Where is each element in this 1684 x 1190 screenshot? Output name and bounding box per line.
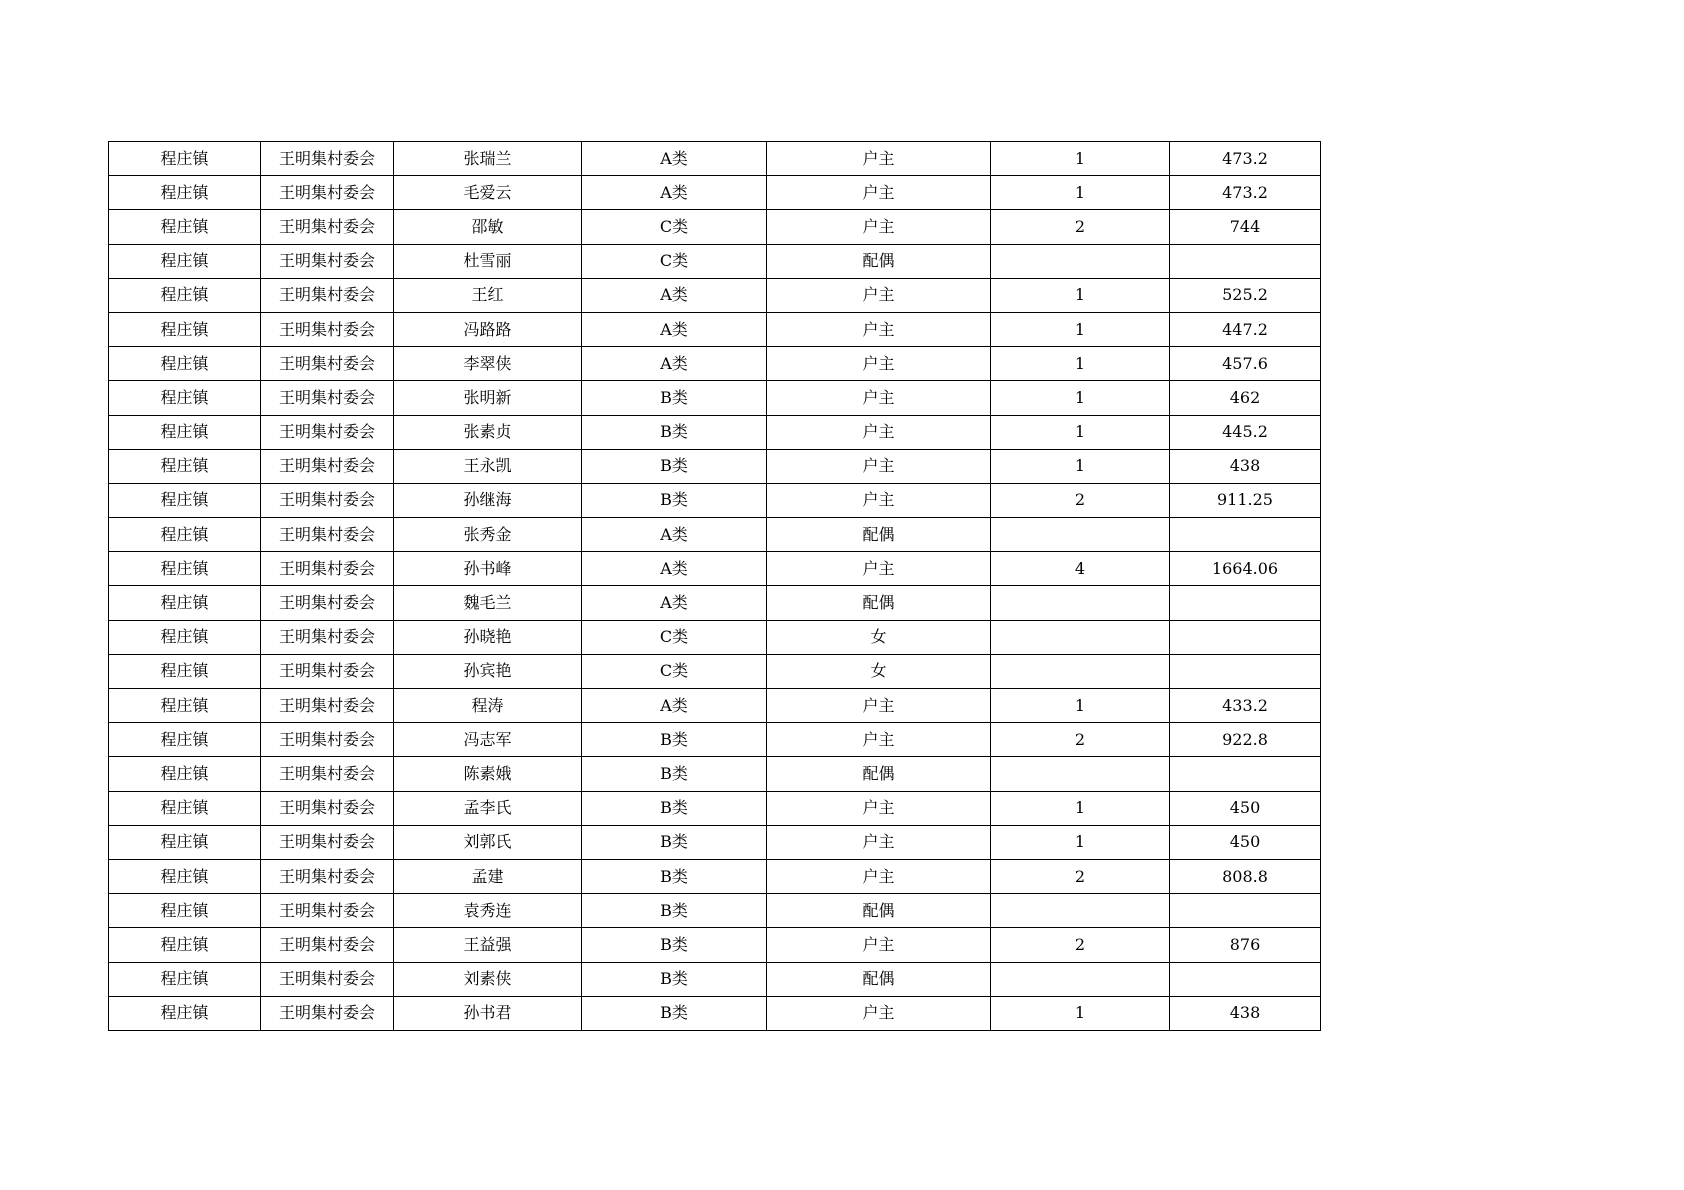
name-cell: 陈素娥 [394, 757, 582, 791]
name-cell: 张素贞 [394, 415, 582, 449]
amount-cell [1170, 654, 1321, 688]
amount-cell: 457.6 [1170, 347, 1321, 381]
name-cell: 刘郭氏 [394, 825, 582, 859]
name-cell: 孟建 [394, 859, 582, 893]
household-size-cell [991, 586, 1170, 620]
town-cell: 程庄镇 [109, 894, 261, 928]
relation-cell: 户主 [767, 825, 991, 859]
table-row [109, 518, 1321, 552]
household-size-cell: 2 [991, 928, 1170, 962]
name-cell: 张瑞兰 [394, 142, 582, 176]
household-size-cell [991, 894, 1170, 928]
name-cell: 张秀金 [394, 518, 582, 552]
village-committee-cell: 王明集村委会 [261, 244, 394, 278]
relation-cell: 户主 [767, 381, 991, 415]
relation-cell: 户主 [767, 996, 991, 1030]
table-row [109, 620, 1321, 654]
category-cell: C类 [582, 654, 767, 688]
name-cell: 李翠侠 [394, 347, 582, 381]
name-cell: 王益强 [394, 928, 582, 962]
amount-cell: 808.8 [1170, 859, 1321, 893]
relation-cell: 户主 [767, 347, 991, 381]
village-committee-cell: 王明集村委会 [261, 894, 394, 928]
table-row [109, 996, 1321, 1030]
category-cell: B类 [582, 723, 767, 757]
relation-cell: 配偶 [767, 518, 991, 552]
household-size-cell: 1 [991, 176, 1170, 210]
name-cell: 孟李氏 [394, 791, 582, 825]
relation-cell: 户主 [767, 312, 991, 346]
name-cell: 袁秀连 [394, 894, 582, 928]
relation-cell: 户主 [767, 483, 991, 517]
relation-cell: 配偶 [767, 962, 991, 996]
town-cell: 程庄镇 [109, 312, 261, 346]
village-committee-cell: 王明集村委会 [261, 142, 394, 176]
category-cell: C类 [582, 620, 767, 654]
category-cell: C类 [582, 244, 767, 278]
table-row [109, 825, 1321, 859]
household-size-cell: 1 [991, 689, 1170, 723]
category-cell: A类 [582, 347, 767, 381]
amount-cell [1170, 244, 1321, 278]
table-row [109, 210, 1321, 244]
village-committee-cell: 王明集村委会 [261, 586, 394, 620]
village-committee-cell: 王明集村委会 [261, 210, 394, 244]
category-cell: B类 [582, 791, 767, 825]
name-cell: 冯路路 [394, 312, 582, 346]
relation-cell: 户主 [767, 791, 991, 825]
amount-cell: 876 [1170, 928, 1321, 962]
table-row [109, 381, 1321, 415]
table-row [109, 142, 1321, 176]
village-committee-cell: 王明集村委会 [261, 791, 394, 825]
category-cell: A类 [582, 278, 767, 312]
town-cell: 程庄镇 [109, 757, 261, 791]
amount-cell [1170, 962, 1321, 996]
table-row [109, 278, 1321, 312]
household-size-cell: 1 [991, 381, 1170, 415]
name-cell: 孙宾艳 [394, 654, 582, 688]
category-cell: B类 [582, 757, 767, 791]
relation-cell: 配偶 [767, 757, 991, 791]
amount-cell [1170, 757, 1321, 791]
relation-cell: 户主 [767, 859, 991, 893]
town-cell: 程庄镇 [109, 791, 261, 825]
household-size-cell [991, 962, 1170, 996]
amount-cell: 438 [1170, 996, 1321, 1030]
amount-cell: 473.2 [1170, 142, 1321, 176]
amount-cell: 450 [1170, 825, 1321, 859]
relation-cell: 户主 [767, 928, 991, 962]
town-cell: 程庄镇 [109, 142, 261, 176]
amount-cell: 473.2 [1170, 176, 1321, 210]
household-size-cell [991, 757, 1170, 791]
table-row [109, 757, 1321, 791]
household-size-cell: 1 [991, 996, 1170, 1030]
village-committee-cell: 王明集村委会 [261, 620, 394, 654]
relation-cell: 户主 [767, 415, 991, 449]
table-body [109, 142, 1321, 1031]
name-cell: 邵敏 [394, 210, 582, 244]
document-sheet [108, 141, 1321, 1031]
table-row [109, 347, 1321, 381]
table-row [109, 962, 1321, 996]
table-row [109, 176, 1321, 210]
name-cell: 杜雪丽 [394, 244, 582, 278]
table-row [109, 312, 1321, 346]
relation-cell: 户主 [767, 278, 991, 312]
amount-cell [1170, 620, 1321, 654]
amount-cell: 450 [1170, 791, 1321, 825]
household-size-cell: 2 [991, 723, 1170, 757]
village-committee-cell: 王明集村委会 [261, 962, 394, 996]
table-row [109, 654, 1321, 688]
category-cell: B类 [582, 381, 767, 415]
town-cell: 程庄镇 [109, 996, 261, 1030]
household-size-cell [991, 620, 1170, 654]
relation-cell: 女 [767, 654, 991, 688]
amount-cell [1170, 586, 1321, 620]
household-size-cell: 1 [991, 312, 1170, 346]
town-cell: 程庄镇 [109, 723, 261, 757]
category-cell: C类 [582, 210, 767, 244]
category-cell: B类 [582, 825, 767, 859]
town-cell: 程庄镇 [109, 381, 261, 415]
category-cell: A类 [582, 176, 767, 210]
table-row [109, 791, 1321, 825]
beneficiary-table [108, 141, 1321, 1031]
town-cell: 程庄镇 [109, 278, 261, 312]
table-row [109, 689, 1321, 723]
category-cell: B类 [582, 928, 767, 962]
name-cell: 孙晓艳 [394, 620, 582, 654]
relation-cell: 户主 [767, 210, 991, 244]
household-size-cell: 1 [991, 278, 1170, 312]
household-size-cell: 1 [991, 347, 1170, 381]
town-cell: 程庄镇 [109, 825, 261, 859]
village-committee-cell: 王明集村委会 [261, 518, 394, 552]
town-cell: 程庄镇 [109, 620, 261, 654]
table-row [109, 894, 1321, 928]
table-row [109, 244, 1321, 278]
town-cell: 程庄镇 [109, 552, 261, 586]
relation-cell: 户主 [767, 723, 991, 757]
village-committee-cell: 王明集村委会 [261, 381, 394, 415]
table-row [109, 859, 1321, 893]
household-size-cell: 1 [991, 415, 1170, 449]
relation-cell: 户主 [767, 142, 991, 176]
household-size-cell [991, 654, 1170, 688]
household-size-cell: 4 [991, 552, 1170, 586]
amount-cell: 525.2 [1170, 278, 1321, 312]
category-cell: B类 [582, 996, 767, 1030]
household-size-cell [991, 518, 1170, 552]
name-cell: 孙书君 [394, 996, 582, 1030]
village-committee-cell: 王明集村委会 [261, 176, 394, 210]
table-row [109, 415, 1321, 449]
town-cell: 程庄镇 [109, 176, 261, 210]
category-cell: B类 [582, 894, 767, 928]
town-cell: 程庄镇 [109, 347, 261, 381]
village-committee-cell: 王明集村委会 [261, 552, 394, 586]
category-cell: A类 [582, 586, 767, 620]
name-cell: 刘素侠 [394, 962, 582, 996]
relation-cell: 户主 [767, 449, 991, 483]
village-committee-cell: 王明集村委会 [261, 757, 394, 791]
table-row [109, 586, 1321, 620]
amount-cell [1170, 894, 1321, 928]
household-size-cell: 2 [991, 859, 1170, 893]
name-cell: 程涛 [394, 689, 582, 723]
amount-cell: 447.2 [1170, 312, 1321, 346]
household-size-cell: 1 [991, 791, 1170, 825]
relation-cell: 女 [767, 620, 991, 654]
village-committee-cell: 王明集村委会 [261, 859, 394, 893]
category-cell: A类 [582, 518, 767, 552]
household-size-cell: 2 [991, 483, 1170, 517]
town-cell: 程庄镇 [109, 210, 261, 244]
category-cell: A类 [582, 552, 767, 586]
amount-cell: 438 [1170, 449, 1321, 483]
category-cell: A类 [582, 312, 767, 346]
name-cell: 王永凯 [394, 449, 582, 483]
household-size-cell: 1 [991, 449, 1170, 483]
relation-cell: 户主 [767, 176, 991, 210]
village-committee-cell: 王明集村委会 [261, 825, 394, 859]
name-cell: 王红 [394, 278, 582, 312]
category-cell: B类 [582, 483, 767, 517]
village-committee-cell: 王明集村委会 [261, 449, 394, 483]
village-committee-cell: 王明集村委会 [261, 928, 394, 962]
town-cell: 程庄镇 [109, 859, 261, 893]
town-cell: 程庄镇 [109, 449, 261, 483]
village-committee-cell: 王明集村委会 [261, 483, 394, 517]
town-cell: 程庄镇 [109, 962, 261, 996]
amount-cell [1170, 518, 1321, 552]
amount-cell: 1664.06 [1170, 552, 1321, 586]
household-size-cell: 2 [991, 210, 1170, 244]
town-cell: 程庄镇 [109, 518, 261, 552]
amount-cell: 911.25 [1170, 483, 1321, 517]
town-cell: 程庄镇 [109, 483, 261, 517]
relation-cell: 配偶 [767, 586, 991, 620]
name-cell: 孙继海 [394, 483, 582, 517]
household-size-cell: 1 [991, 142, 1170, 176]
name-cell: 冯志军 [394, 723, 582, 757]
relation-cell: 配偶 [767, 894, 991, 928]
category-cell: B类 [582, 449, 767, 483]
category-cell: B类 [582, 415, 767, 449]
village-committee-cell: 王明集村委会 [261, 415, 394, 449]
name-cell: 孙书峰 [394, 552, 582, 586]
category-cell: A类 [582, 689, 767, 723]
category-cell: B类 [582, 962, 767, 996]
table-row [109, 449, 1321, 483]
town-cell: 程庄镇 [109, 244, 261, 278]
household-size-cell [991, 244, 1170, 278]
table-row [109, 483, 1321, 517]
table-row [109, 928, 1321, 962]
household-size-cell: 1 [991, 825, 1170, 859]
town-cell: 程庄镇 [109, 586, 261, 620]
amount-cell: 433.2 [1170, 689, 1321, 723]
village-committee-cell: 王明集村委会 [261, 312, 394, 346]
name-cell: 毛爱云 [394, 176, 582, 210]
village-committee-cell: 王明集村委会 [261, 654, 394, 688]
amount-cell: 445.2 [1170, 415, 1321, 449]
town-cell: 程庄镇 [109, 654, 261, 688]
relation-cell: 户主 [767, 689, 991, 723]
category-cell: B类 [582, 859, 767, 893]
village-committee-cell: 王明集村委会 [261, 278, 394, 312]
village-committee-cell: 王明集村委会 [261, 723, 394, 757]
amount-cell: 462 [1170, 381, 1321, 415]
category-cell: A类 [582, 142, 767, 176]
amount-cell: 744 [1170, 210, 1321, 244]
table-row [109, 723, 1321, 757]
town-cell: 程庄镇 [109, 689, 261, 723]
village-committee-cell: 王明集村委会 [261, 689, 394, 723]
name-cell: 魏毛兰 [394, 586, 582, 620]
relation-cell: 户主 [767, 552, 991, 586]
name-cell: 张明新 [394, 381, 582, 415]
table-row [109, 552, 1321, 586]
village-committee-cell: 王明集村委会 [261, 996, 394, 1030]
amount-cell: 922.8 [1170, 723, 1321, 757]
relation-cell: 配偶 [767, 244, 991, 278]
village-committee-cell: 王明集村委会 [261, 347, 394, 381]
town-cell: 程庄镇 [109, 928, 261, 962]
town-cell: 程庄镇 [109, 415, 261, 449]
